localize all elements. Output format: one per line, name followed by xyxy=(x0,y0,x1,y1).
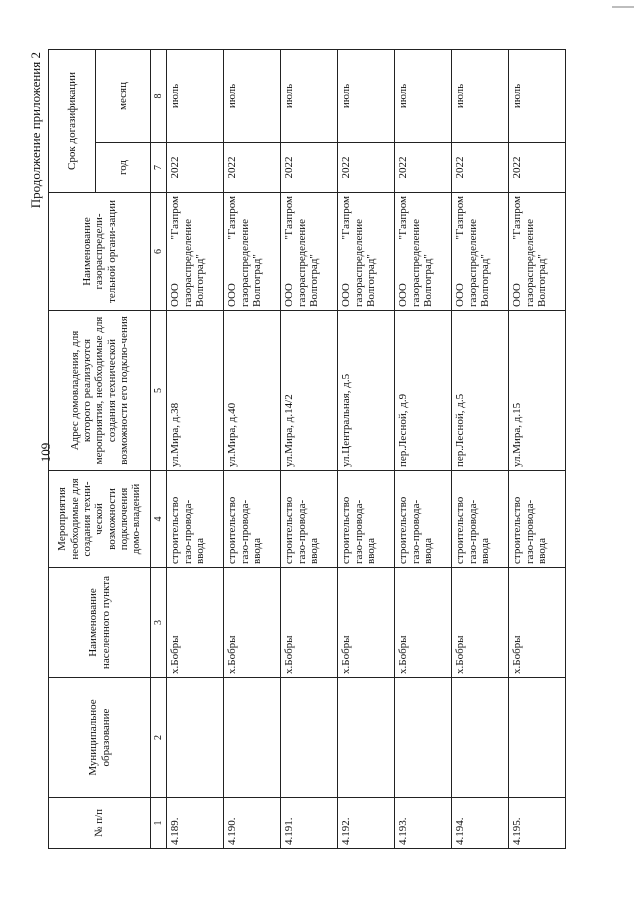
row-number: 4.190. xyxy=(224,798,281,849)
row-municipality xyxy=(395,678,452,798)
table-row xyxy=(509,49,566,848)
column-number: 7 xyxy=(151,143,167,193)
row-organization: ООО "Газпром газораспределение Волгоград" xyxy=(395,193,452,311)
row-year: 2022 xyxy=(395,143,452,193)
row-municipality xyxy=(281,678,338,798)
row-year: 2022 xyxy=(224,143,281,193)
header-settlement: Наименование населенного пункта xyxy=(49,568,151,678)
row-measure: строительство газо-провода-ввода xyxy=(281,471,338,568)
row-organization: ООО "Газпром газораспределение Волгоград" xyxy=(509,193,566,311)
row-month: июль xyxy=(395,49,452,142)
row-settlement: х.Бобры xyxy=(167,568,224,678)
row-address: ул.Центральная, д.5 xyxy=(338,311,395,471)
row-settlement: х.Бобры xyxy=(281,568,338,678)
column-number: 6 xyxy=(151,193,167,311)
row-address: ул.Мира, д.40 xyxy=(224,311,281,471)
table-row xyxy=(281,49,338,848)
row-address: ул.Мира, д.15 xyxy=(509,311,566,471)
row-year: 2022 xyxy=(509,143,566,193)
row-measure: строительство газо-провода-ввода xyxy=(338,471,395,568)
row-month: июль xyxy=(452,49,509,142)
row-measure: строительство газо-провода-ввода xyxy=(452,471,509,568)
row-settlement: х.Бобры xyxy=(395,568,452,678)
row-organization: ООО "Газпром газораспределение Волгоград" xyxy=(338,193,395,311)
row-year: 2022 xyxy=(167,143,224,193)
column-number: 3 xyxy=(151,568,167,678)
column-number: 4 xyxy=(151,471,167,568)
row-address: ул.Мира, д.14/2 xyxy=(281,311,338,471)
row-number: 4.194. xyxy=(452,798,509,849)
header-month: месяц xyxy=(96,49,151,142)
row-month: июль xyxy=(167,49,224,142)
header-year: год xyxy=(96,143,151,193)
header-organization: Наименование газораспредели-тельной органи-зации xyxy=(49,193,151,311)
row-month: июль xyxy=(281,49,338,142)
row-measure: строительство газо-провода-ввода xyxy=(167,471,224,568)
row-organization: ООО "Газпром газораспределение Волгоград" xyxy=(452,193,509,311)
row-number: 4.195. xyxy=(509,798,566,849)
row-year: 2022 xyxy=(452,143,509,193)
table-row xyxy=(395,49,452,848)
column-number: 1 xyxy=(151,798,167,849)
table-row xyxy=(338,49,395,848)
header-deadline: Срок догазификации xyxy=(49,49,96,192)
row-number: 4.191. xyxy=(281,798,338,849)
row-municipality xyxy=(452,678,509,798)
row-municipality xyxy=(338,678,395,798)
row-settlement: х.Бобры xyxy=(452,568,509,678)
row-measure: строительство газо-провода-ввода xyxy=(395,471,452,568)
row-year: 2022 xyxy=(281,143,338,193)
page-number: 109 xyxy=(38,442,53,463)
row-measure: строительство газо-провода-ввода xyxy=(224,471,281,568)
row-settlement: х.Бобры xyxy=(509,568,566,678)
row-municipality xyxy=(509,678,566,798)
row-number: 4.193. xyxy=(395,798,452,849)
header-measures: Мероприятия необходимые для создания техни-ческой возможности подключения домо-владений xyxy=(49,471,151,568)
header-num: № п/п xyxy=(49,798,151,849)
row-month: июль xyxy=(509,49,566,142)
row-year: 2022 xyxy=(338,143,395,193)
row-organization: ООО "Газпром газораспределение Волгоград" xyxy=(281,193,338,311)
row-number: 4.192. xyxy=(338,798,395,849)
gasification-table xyxy=(48,49,566,849)
header-municipality: Муниципальное образование xyxy=(49,678,151,798)
table-row xyxy=(224,49,281,848)
row-month: июль xyxy=(338,49,395,142)
row-settlement: х.Бобры xyxy=(338,568,395,678)
column-number: 2 xyxy=(151,678,167,798)
row-address: ул.Мира, д.38 xyxy=(167,311,224,471)
table-body xyxy=(167,49,566,848)
row-address: пер.Лесной, д.5 xyxy=(452,311,509,471)
row-settlement: х.Бобры xyxy=(224,568,281,678)
row-number: 4.189. xyxy=(167,798,224,849)
column-number-row xyxy=(151,49,167,848)
row-month: июль xyxy=(224,49,281,142)
header-row xyxy=(49,49,96,848)
row-organization: ООО "Газпром газораспределение Волгоград" xyxy=(224,193,281,311)
row-municipality xyxy=(167,678,224,798)
header-address: Адрес домовладения, для которого реализуются мероприятия, необходимые для создания технической возможности его подклю-чения xyxy=(49,311,151,471)
continuation-caption: Продолжение приложения 2 xyxy=(28,52,43,209)
row-address: пер.Лесной, д.9 xyxy=(395,311,452,471)
row-organization: ООО "Газпром газораспределение Волгоград" xyxy=(167,193,224,311)
table-row xyxy=(167,49,224,848)
row-measure: строительство газо-провода-ввода xyxy=(509,471,566,568)
table-row xyxy=(452,49,509,848)
column-number: 5 xyxy=(151,311,167,471)
row-municipality xyxy=(224,678,281,798)
column-number: 8 xyxy=(151,49,167,142)
